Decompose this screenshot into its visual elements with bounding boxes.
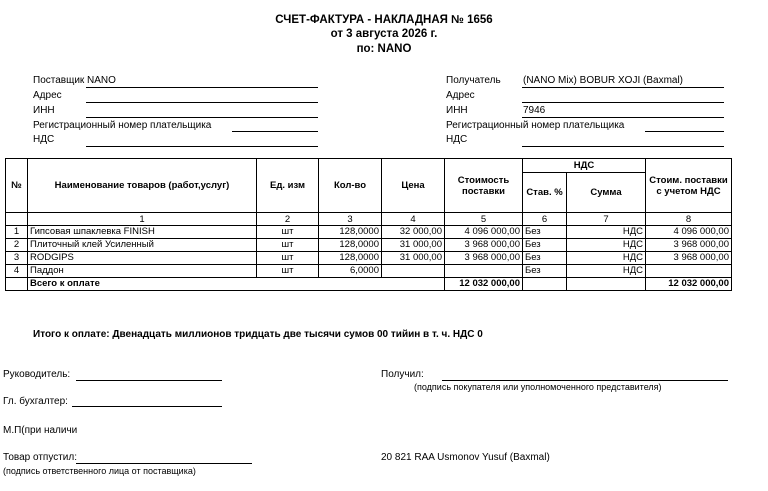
receiver-name: (NANO Mix) BOBUR XOJI (Baxmal) xyxy=(523,75,684,86)
stamp-label: М.П(при наличи xyxy=(3,425,78,436)
header-num: № xyxy=(6,159,28,213)
row-cost: 3 968 000,00 xyxy=(445,239,523,252)
supplier-reg-line xyxy=(232,131,318,132)
total-cost: 12 032 000,00 xyxy=(445,278,523,291)
row-total: 4 096 000,00 xyxy=(646,226,732,239)
header-vat: НДС xyxy=(523,159,646,173)
row-price xyxy=(382,265,445,278)
header-name: Наименование товаров (работ,услуг) xyxy=(28,159,257,213)
row-vat-rate: Без xyxy=(523,239,567,252)
total-row xyxy=(6,278,732,291)
supplier-reg-label: Регистрационный номер плательщика xyxy=(33,120,212,131)
row-vat-sum: НДС xyxy=(567,226,646,239)
row-vat-sum: НДС xyxy=(567,239,646,252)
row-num: 3 xyxy=(6,252,28,265)
row-name: RODGIPS xyxy=(28,252,257,265)
header-total: Стоим. поставки с учетом НДС xyxy=(646,159,732,213)
receiver-reg-label: Регистрационный номер плательщика xyxy=(446,120,625,131)
invoice-contract: по: NANO xyxy=(356,43,412,55)
courier-name: 20 821 RAA Usmonov Yusuf (Baxmal) xyxy=(381,452,550,463)
receiver-inn-label: ИНН xyxy=(446,105,468,116)
row-unit: шт xyxy=(257,252,319,265)
total-with-vat: 12 032 000,00 xyxy=(646,278,732,291)
row-qty: 128,0000 xyxy=(319,226,382,239)
row-name: Гипсовая шпаклевка FINISH xyxy=(28,226,257,239)
row-total xyxy=(646,265,732,278)
row-unit: шт xyxy=(257,226,319,239)
invoice-table xyxy=(5,158,732,291)
row-vat-sum: НДС xyxy=(567,252,646,265)
col-number-cell: 4 xyxy=(382,213,445,226)
supplier-inn-line xyxy=(86,117,318,118)
row-name: Паддон xyxy=(28,265,257,278)
amount-in-words: Итого к оплате: Двенадцать миллионов тридцать две тысячи сумов 00 тийин в т. ч. НДС 0 xyxy=(33,329,483,340)
row-unit: шт xyxy=(257,265,319,278)
receiver-address-line xyxy=(522,102,724,103)
released-note: (подпись ответственного лица от поставщика) xyxy=(3,466,196,476)
col-number-cell: 6 xyxy=(523,213,567,226)
header-qty: Кол-во xyxy=(319,159,382,213)
receiver-reg-line xyxy=(645,131,724,132)
released-label: Товар отпустил: xyxy=(3,452,77,463)
col-number-cell: 7 xyxy=(567,213,646,226)
director-label: Руководитель: xyxy=(3,369,71,380)
header-unit: Ед. изм xyxy=(257,159,319,213)
row-cost: 3 968 000,00 xyxy=(445,252,523,265)
supplier-vat-line xyxy=(86,146,318,147)
row-total: 3 968 000,00 xyxy=(646,252,732,265)
row-cost xyxy=(445,265,523,278)
table-row xyxy=(6,265,732,278)
row-num: 2 xyxy=(6,239,28,252)
row-price: 31 000,00 xyxy=(382,239,445,252)
received-sign-line xyxy=(442,380,728,381)
table-row xyxy=(6,252,732,265)
col-number-cell xyxy=(6,213,28,226)
receiver-address-label: Адрес xyxy=(446,90,475,101)
row-qty: 128,0000 xyxy=(319,239,382,252)
receiver-inn: 7946 xyxy=(523,105,546,116)
header-price: Цена xyxy=(382,159,445,213)
total-empty-cell xyxy=(523,278,567,291)
row-qty: 6,0000 xyxy=(319,265,382,278)
header-cost: Стоимость поставки xyxy=(445,159,523,213)
row-vat-rate: Без xyxy=(523,226,567,239)
supplier-label: Поставщик xyxy=(33,75,85,86)
row-vat-rate: Без xyxy=(523,265,567,278)
row-name: Плиточный клей Усиленный xyxy=(28,239,257,252)
received-note: (подпись покупателя или уполномоченного представителя) xyxy=(414,382,662,392)
supplier-name-line xyxy=(86,87,318,88)
row-price: 32 000,00 xyxy=(382,226,445,239)
total-empty-cell xyxy=(6,278,28,291)
col-number-cell: 8 xyxy=(646,213,732,226)
row-unit: шт xyxy=(257,239,319,252)
col-number-cell: 1 xyxy=(28,213,257,226)
row-vat-rate: Без xyxy=(523,252,567,265)
invoice-date: от 3 августа 2026 г. xyxy=(330,28,438,40)
supplier-address-line xyxy=(86,102,318,103)
total-empty-cell xyxy=(567,278,646,291)
receiver-inn-line xyxy=(522,117,724,118)
receiver-vat-label: НДС xyxy=(446,134,468,145)
supplier-address-label: Адрес xyxy=(33,90,62,101)
receiver-label: Получатель xyxy=(446,75,501,86)
supplier-vat-label: НДС xyxy=(33,134,55,145)
supplier-inn-label: ИНН xyxy=(33,105,55,116)
received-label: Получил: xyxy=(381,369,424,380)
row-cost: 4 096 000,00 xyxy=(445,226,523,239)
total-label: Всего к оплате xyxy=(28,278,445,291)
col-number-cell: 2 xyxy=(257,213,319,226)
supplier-name: NANO xyxy=(87,75,116,86)
row-num: 4 xyxy=(6,265,28,278)
table-row xyxy=(6,226,732,239)
row-qty: 128,0000 xyxy=(319,252,382,265)
receiver-vat-line xyxy=(522,146,724,147)
accountant-label: Гл. бухгалтер: xyxy=(3,396,68,407)
invoice-title: СЧЕТ-ФАКТУРА - НАКЛАДНАЯ № 1656 xyxy=(275,14,493,26)
header-vat-rate: Став. % xyxy=(523,173,567,213)
row-price: 31 000,00 xyxy=(382,252,445,265)
row-num: 1 xyxy=(6,226,28,239)
row-total: 3 968 000,00 xyxy=(646,239,732,252)
col-number-cell: 5 xyxy=(445,213,523,226)
col-number-cell: 3 xyxy=(319,213,382,226)
header-vat-sum: Сумма xyxy=(567,173,646,213)
accountant-sign-line xyxy=(72,406,222,407)
row-vat-sum: НДС xyxy=(567,265,646,278)
receiver-name-line xyxy=(522,87,724,88)
director-sign-line xyxy=(76,380,222,381)
released-sign-line xyxy=(76,463,252,464)
table-row xyxy=(6,239,732,252)
